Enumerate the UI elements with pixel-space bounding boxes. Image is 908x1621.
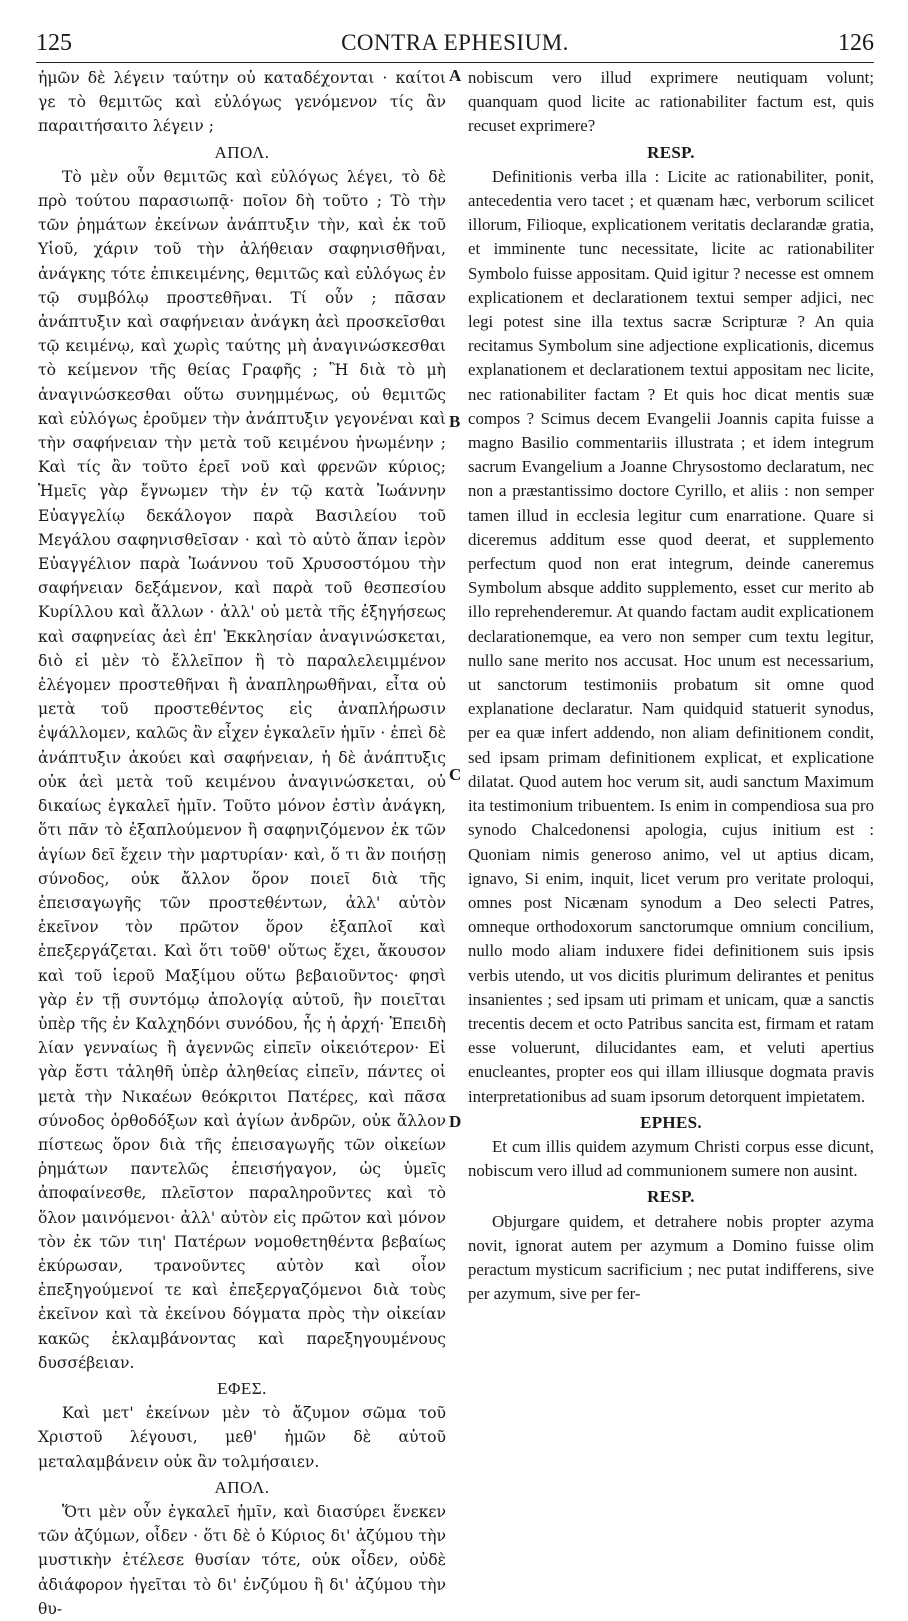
- greek-paragraph-3: Ὅτι μὲν οὖν ἐγκαλεῖ ἡμῖν, καὶ διασύρει ἕνεκεν τῶν ἀζύμων, οἶδεν · ὅτι δὲ ὁ Κύριος δι' ἀζύμου τὴν μυστικὴν ἐτέλεσε θυσίαν τότε, οὐκ οἶδεν, οὐδὲ ἀδιάφορον ἡγεῖται τὸ δι' ἐνζύμου ἢ δι' ἀζύμου τὴν θυ-: [38, 1502, 446, 1618]
- latin-paragraph-3: Objurgare quidem, et detrahere nobis propter azyma novit, ignorat autem per azymum a Domino fuisse olim peractum mysticum sacrificium ; nec putat indifferens, sive per azymum, sive per fer-: [468, 1211, 874, 1304]
- margin-marker-b: B: [449, 412, 461, 431]
- margin-marker-c: C: [449, 765, 462, 784]
- right-page-number: 126: [838, 30, 874, 56]
- latin-heading-resp-1: RESP.: [647, 142, 695, 162]
- greek-heading-ephes: ΕΦΕΣ.: [217, 1378, 267, 1398]
- latin-column: [468, 66, 874, 1306]
- greek-heading-apol-2: ΑΠΟΛ.: [214, 1477, 270, 1497]
- greek-intro: ἡμῶν δὲ λέγειν ταύτην οὐ καταδέχονται · καίτοι γε τὸ θεμιτῶς καὶ εὐλόγως γενόμενον τίς ἂν παραιτήσαιτο λέγειν ;: [38, 69, 446, 136]
- running-title: CONTRA EPHESIUM.: [341, 30, 569, 55]
- latin-paragraph-2: Et cum illis quidem azymum Christi corpus esse dicunt, nobiscum vero illud ad communionem sumere non ausint.: [468, 1136, 874, 1181]
- margin-marker-d: D: [449, 1112, 462, 1131]
- latin-heading-resp-2: RESP.: [647, 1187, 695, 1207]
- running-header: [36, 30, 874, 60]
- left-page-number: 125: [36, 30, 72, 56]
- margin-marker-a: A: [449, 66, 462, 85]
- latin-heading-ephes: EPHES.: [640, 1112, 702, 1132]
- latin-intro: nobiscum vero illud exprimere neutiquam volunt; quanquam quod licite ac rationabiliter factum est, quis recuset exprimere?: [468, 68, 874, 136]
- greek-heading-apol-1: ΑΠΟΛ.: [214, 142, 270, 162]
- greek-paragraph-1: Τὸ μὲν οὖν θεμιτῶς καὶ εὐλόγως λέγει, τὸ δὲ πρὸ τούτου παρασιωπᾷ· ποῖον δὴ τοῦτο ; Τὸ τὴν τῶν ῥημάτων ἐκείνων ἀνάπτυξιν τὴν, καὶ ἐκ τοῦ Υἱοῦ, χάριν τοῦ τὴν ἀλήθειαν σαφηνισθῆναι, ἀνάγκης τότε ἐπικειμένης, θεμιτῶς καὶ εὐλόγως ἐν τῷ συμβόλῳ προστεθῆναι. Τί οὖν ; πᾶσαν ἀνάπτυξιν καὶ σαφήνειαν ἀνάγκη ἀεὶ προσκεῖσθαι τῷ κειμένῳ, καὶ χωρὶς ταύτης μὴ ἀναγινώσκεσθαι τὸ κείμενον τῆς θείας Γραφῆς ; Ἢ διὰ τὸ μὴ ἀναγινώσκεσθαι οὕτω συνημμένως, οὐ θεμιτῶς καὶ εὐλόγως ἐροῦμεν τὴν ἀνάπτυξιν γεγονέναι καὶ τὴν σαφήνειαν τὴν μετὰ τοῦ κειμένου ἡνωμένην ; Καὶ τίς ἂν τοῦτο ἐρεῖ νοῦ καὶ φρενῶν κύριος; Ἡμεῖς γὰρ ἔγνωμεν τὴν ἐν τῷ κατὰ Ἰωάννην Εὐαγγελίῳ δεκάλογον παρὰ Βασιλείου τοῦ Μεγάλου σαφηνισθεῖσαν · καὶ τὸ αὐτὸ ἅπαν ἱερὸν Εὐαγγέλιον παρὰ Ἰωάννου τοῦ Χρυσοστόμου τὴν σαφήνειαν δεξάμενον, καὶ παρὰ τοῦ θεσπεσίου Κυρίλλου καὶ ἄλλων · ἀλλ' οὐ μετὰ τῆς ἐξηγήσεως καὶ σαφηνείας ἀεὶ ἐπ' Ἐκκλησίαν ἀναγινώσκεται, διὸ εἰ μὲν τὸ ἔλλεῖπον ἢ τὸ παραλελειμμένον ἐλέγομεν προστεθῆναι ἢ ἀναπληρωθῆναι, εἶτα οὐ μετὰ τοῦ προστεθέντος εἰς ἀναπλήρωσιν ἐψάλλομεν, καλῶς ἂν εἶχεν ἐγκαλεῖν ἡμῖν · ἐπεὶ δὲ ἀνάπτυξιν ἀκούει καὶ σαφήνειαν, ἡ δὲ ἀνάπτυξις οὐκ ἀεὶ μετὰ τοῦ κειμένου ἀναγινώσκεται, οὐ δικαίως ἐγκαλεῖ ἡμῖν. Τοῦτο μόνον ἐστὶν ἀνάγκη, ὅτι πᾶν τὸ ἐξαπλούμενον ἢ σαφηνιζόμενον ἐκ τῶν ἁγίων δεῖ ἔχειν τὴν μαρτυρίαν· καὶ, ὅ τι ἂν ποιήσῃ σύνοδος, οὐκ ἄλλον ὅρον ποιεῖ διὰ τῆς ἐπεισαγωγῆς τῶν προστεθέντων, ἀλλ' αὐτὸν ἐκεῖνον τὸν πρῶτον ὅρον ἐξαπλοῖ καὶ ἐπεξεργάζεται. Καὶ ὅτι τοῦθ' οὕτως ἔχει, ἄκουσον καὶ τοῦ ἱεροῦ Μαξίμου οὕτω βεβαιοῦντος· φησὶ γὰρ ἐν τῇ συντόμῳ ἀπολογίᾳ αὐτοῦ, ἣν ποιεῖται ὑπὲρ τῆς ἐν Καλχηδόνι συνόδου, ἧς ἡ ἀρχή· Ἐπειδὴ λίαν γενναίως ἢ ἀγεννῶς εἰπεῖν οἰκειότερον· Εἰ γὰρ ἔστι τἀληθῆ ὑπὲρ ἀληθείας εἰπεῖν, πάντες οἱ μετὰ τὴν Νικαέων θεόκριτοι Πατέρες, καὶ πᾶσα σύνοδος ὀρθοδόξων καὶ ἁγίων ἀνδρῶν, οὐκ ἄλλον πίστεως ὅρον διὰ τῆς ἐπεισαγωγῆς τῶν οἰκείων ῥημάτων παντελῶς ἐπεισήγαγον, ὡς ὑμεῖς ἀποφαίνεσθε, πλεῖστον παραληροῦντες καὶ τὸ ὅλον μαινόμενοι· ἀλλ' αὐτὸν εἰς πρῶτον καὶ μόνον τὸν ἐκ τῶν τιη' Πατέρων νομοθετηθέντα βεβαίως ἐκύρωσαν, τρανοῦντες αὐτὸν καὶ οἷον ἐπεξηγούμενοί τε καὶ ἐπεξεργαζόμενοι διὰ τοὺς ἐκεῖνον καὶ τὰ ἐκείνου δόγματα πρὸς τὴν οἰκείαν κακῶς ἐκλαμβάνοντας καὶ παρεξηγουμένους δυσσέβειαν.: [38, 167, 446, 1372]
- greek-column: [38, 66, 446, 1621]
- latin-paragraph-1: Definitionis verba illa : Licite ac rationabiliter, ponit, antecedentia vero tacet ; et quænam hæc, verborum scilicet illorum, Filioque, explicationem veritatis declarandæ gratia, et imminente tunc necessitate, licite ac rationabiliter Symbolo fuisse appositam. Quid igitur ? necesse est omnem explicationem et declarationem textui semper adjici, nec legi potest sine illa textus sacræ Scripturæ ? An quia recitamus Symbolum sine adjectione explicationis, dicemus explanationem et declarationem textui appositam nec licite, nec rationabiliter factam ? Et quis hoc dicat mentis suæ compos ? Scimus decem Evangelii Joannis capita fuisse a magno Basilio commentariis illustrata ; et idem integrum sacrum Evangelium a Joanne Chrysostomo declaratum, nec non a præstantissimo doctore Cyrillo, et aliis : non semper tamen illud in ecclesia legitur cum enarratione. Quare si diceremus additum esse quod deerat, et supplemento perfectum quod non erat integrum, deinde caneremus Symbolum absque addito supplemento, esset cur merito ab illo reprehenderemur. At quando factam audit explicationem declarationemque, ea vero non semper cum textu legitur, nullo sane merito nos accusat. Hoc unum est necessarium, ut sanctorum testimoniis probatum sit omne quod explanatione declaratur. Nam quidquid statuerit synodus, per ea quæ infert addendo, non aliam definitionem condit, sed ipsam primam definitionem explicat, et explicatione dilatat. Quod autem hoc verum sit, audi sanctum Maximum ita testimonium tribuentem. Is enim in compendiosa sua pro synodo Chalcedonensi apologia, cujus initium est : Quoniam nimis generoso animo, vel ut aptius dicam, ignavo, Si enim, inquit, licet verum pro veritate proloqui, omnes post Nicænam synodum a Deo selecti Patres, omneque orthodoxorum sanctorumque omnium concilium, nullo modo aliam induxere fidei definitionem suis ipsis verbis utendo, ut vos dicitis plurimum delirantes et penitus insanientes ; sed ipsam uti primam et unicam, quæ a sanctis trecentis decem et octo Patribus sancita est, firmam et ratam esse voluerunt, dilucidantes eam, et veluti apertius enucleantes, propter eos qui illam illiusque dogmata pravis interpretationibus ad suam ipsorum detorquent impietatem.: [468, 166, 874, 1106]
- header-rule: [36, 62, 874, 63]
- greek-paragraph-2: Καὶ μετ' ἐκείνων μὲν τὸ ἄζυμον σῶμα τοῦ Χριστοῦ λέγουσι, μεθ' ἡμῶν δὲ αὐτοῦ μεταλαμβάνειν οὐκ ἂν τολμήσαιεν.: [38, 1404, 446, 1471]
